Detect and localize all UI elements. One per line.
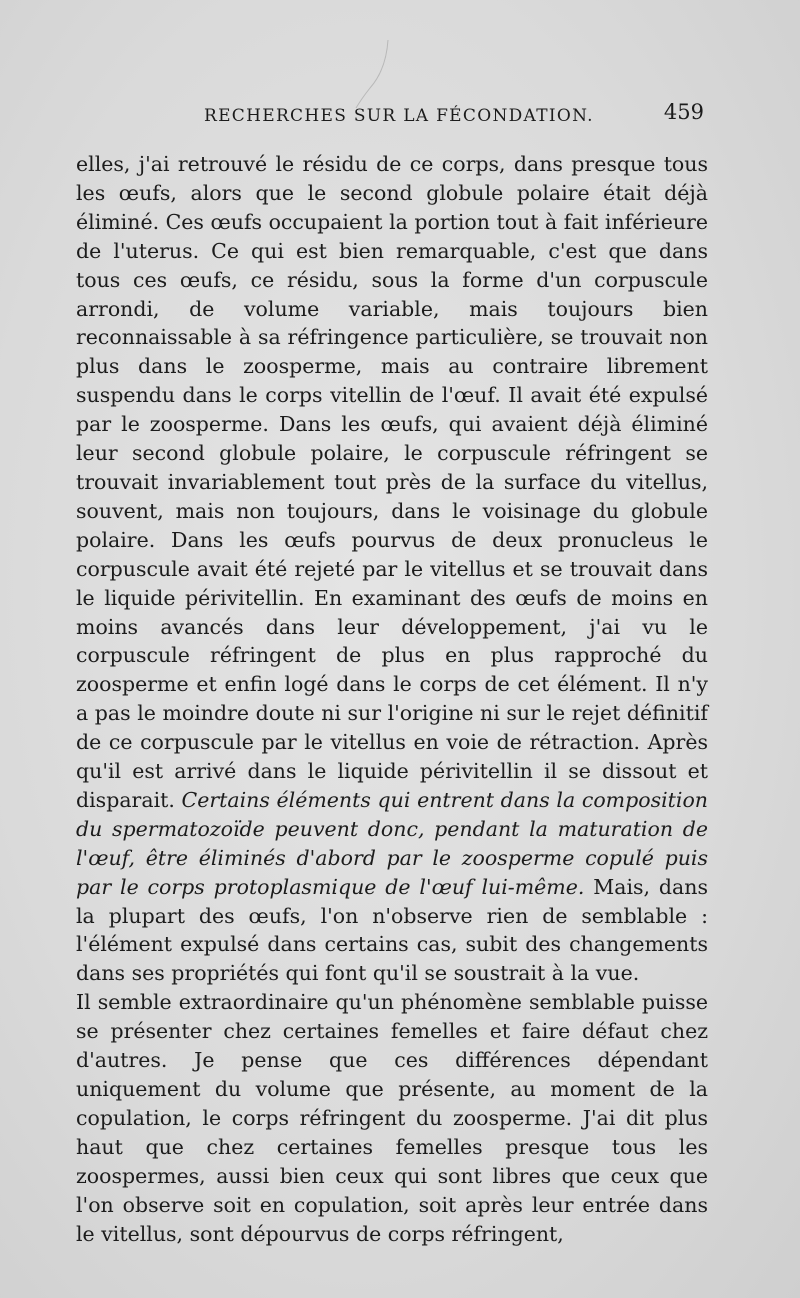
- running-head: RECHERCHES SUR LA FÉCONDATION.: [204, 106, 594, 126]
- paragraph-2: [76, 988, 708, 1248]
- paragraph-1-text-b: Mais, dans la plupart des œufs, l'on n'observe rien de semblable : l'élément expulsé dans certains cas, subit des changements dans ses propriétés qui font qu'il se soustrait à la vue.: [76, 874, 709, 986]
- page-header: [76, 100, 706, 134]
- page-number: 459: [663, 100, 704, 124]
- paragraph-1-text-a: elles, j'ai retrouvé le résidu de ce corps, dans presque tous les œufs, alors que le second globule polaire était déjà éliminé. Ces œufs occupaient la portion tout à fait inférieure de l'uterus. Ce qui est bien remarquable, c'est que dans tous ces œufs, ce résidu, sous la forme d'un corpuscule arrondi, de volume variable, mais toujours bien reconnaissable à sa réfringence particulière, se trouvait non plus dans le zoosperme, mais au contraire librement suspendu dans le corps vitellin de l'œuf. Il avait été expulsé par le zoosperme. Dans les œufs, qui avaient déjà éliminé leur second globule polaire, le corpuscule réfringent se trouvait invariablement tout près de la surface du vitellus, souvent, mais non toujours, dans le voisinage du globule polaire. Dans les œufs pourvus de deux pronucleus le corpuscule avait été rejeté par le vitellus et se trouvait dans le liquide périvitellin. En examinant des œufs de moins en moins avancés dans leur développement, j'ai vu le corpuscule réfringent de plus en plus rapproché du zoosperme et enfin logé dans le corps de cet élément. Il n'y a pas le moindre doute ni sur l'origine ni sur le rejet définitif de ce corpuscule par le vitellus en voie de rétraction. Après qu'il est arrivé dans le liquide périvitellin il se dissout et disparait.: [76, 152, 708, 812]
- paragraph-1-italic-text: Certains éléments qui entrent dans la composition du spermatozoïde peuvent donc, pendant la maturation de l'œuf, être éliminés d'abord par le zoosperme copulé puis par le corps protoplasmique de l'œuf lui-même.: [76, 787, 708, 899]
- body-text: [76, 150, 708, 1248]
- paragraph-1: [76, 150, 708, 988]
- paragraph-2-text: Il semble extraordinaire qu'un phénomène semblable puisse se présenter chez certaines femelles et faire défaut chez d'autres. Je pense que ces différences dépendant uniquement du volume que présente, au moment de la copulation, le corps réfringent du zoosperme. J'ai dit plus haut que chez certaines femelles presque tous les zoospermes, aussi bien ceux qui sont libres que ceux que l'on observe soit en copulation, soit après leur entrée dans le vitellus, sont dépourvus de corps réfringent,: [76, 990, 708, 1246]
